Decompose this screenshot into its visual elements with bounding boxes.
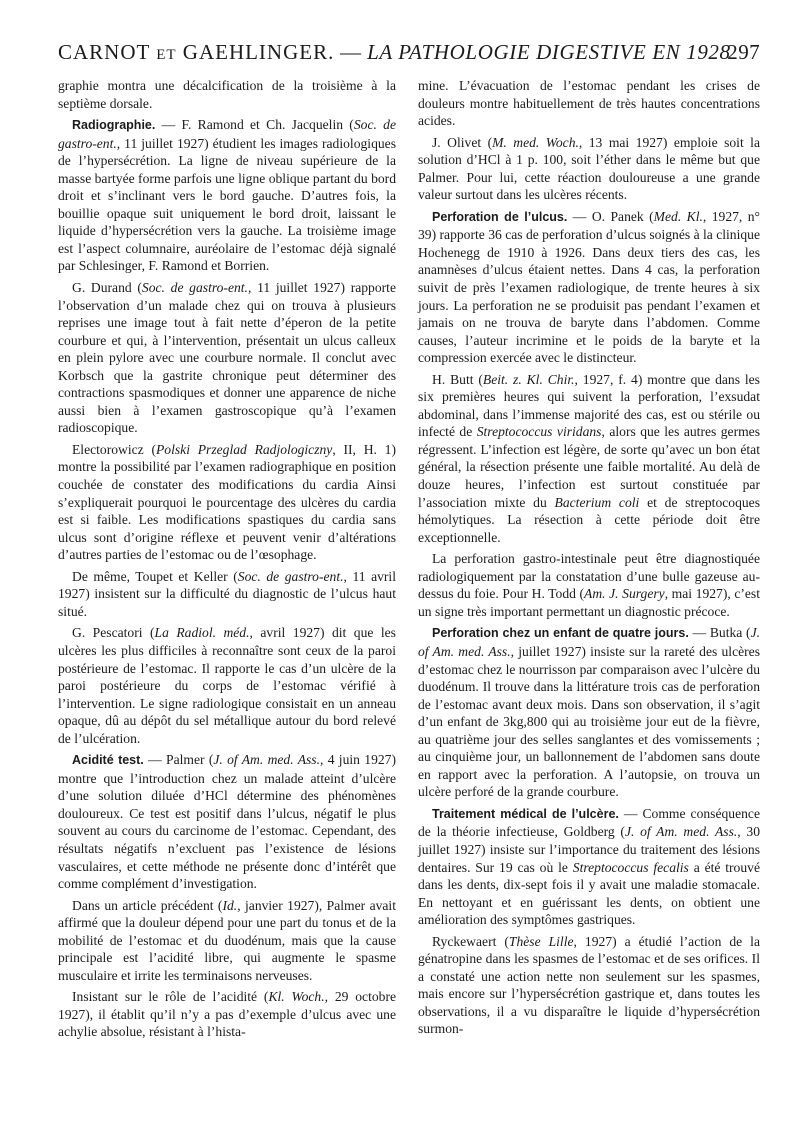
- text: , 13 mai 1927) emploie soit la solution d’HCl à 1 p. 100, soit l’éther dans le même but que Palmer. Pour lui, cette réaction douloureuse a une grande valeur surtout dans les ulcères récents.: [418, 134, 760, 203]
- paragraph: [418, 933, 760, 1038]
- text: , 4 juin 1927) montre que l’introduction chez un malade atteint d’ulcère d’une solution diluée d’HCl détermine des phénomènes douloureux. Ce test est positif dans l’ulcus, négatif le plus souvent au cours du carcinome de l’estomac. Cependant, des résultats négatifs n’excluent pas l’existence de lésions vasculaires, et cette méthode ne présente donc d’intérêt que comme complément d’investigation.: [58, 752, 396, 892]
- text: , 11 avril 1927) insistent sur la difficulté du diagnostic de l’ulcus haut situé.: [58, 568, 396, 619]
- paragraph-acidite-test: [58, 751, 396, 892]
- paragraph: [58, 988, 396, 1041]
- running-header: [58, 40, 760, 70]
- left-column: [58, 77, 396, 1041]
- text: Dans un article précédent (: [72, 897, 223, 913]
- section-heading: Acidité test.: [72, 753, 144, 768]
- citation: J. of Am. med. Ass.: [213, 752, 320, 768]
- citation: Id.: [222, 897, 238, 913]
- citation: Soc. de gastro-ent.: [237, 568, 344, 584]
- text: — Butka (: [688, 625, 751, 641]
- citation: Thèse Lille: [508, 933, 574, 949]
- paragraph-perforation: [418, 208, 760, 367]
- text: , 1927, f. 4) montre que dans les six premières heures qui suivent la perforation, l’exsudat abdominal, dans l’immense majorité des cas, est ou stérile ou infecté de: [418, 371, 760, 440]
- text: , 1927) a étudié l’action de la génatropine dans les spasmes de l’estomac et de ses orifices. Il a constaté une action nette non seulement sur les spasmes, mais encore sur l’hypersécrétion gastrique et, dans toutes les observations, il a vu disparaître le liquide d’hypersécrétion surmon-: [418, 933, 760, 1037]
- paragraph: [418, 371, 760, 546]
- text: mine. L’évacuation de l’estomac pendant les crises de douleurs montre habituellement de très hautes concentrations acides.: [418, 78, 760, 129]
- text: G. Pescatori (: [72, 625, 155, 641]
- paragraph-traitement: [418, 805, 760, 929]
- text: J. Olivet (: [432, 134, 493, 150]
- text: Insistant sur le rôle de l’acidité (: [72, 989, 269, 1005]
- section-heading: Perforation de l’ulcus.: [432, 209, 568, 224]
- text: — F. Ramond et Ch. Jacquelin (: [155, 117, 354, 133]
- text: , janvier 1927), Palmer avait affirmé que la douleur dépend pour une part du tonus et de la mobilité de l’estomac et du duodénum, mais que la cause principale est l’acidité libre, qui augmente le spasme musculaire et irrite les terminaisons nerveuses.: [58, 897, 396, 983]
- paragraph: [418, 134, 760, 204]
- paragraph: [58, 441, 396, 564]
- text: , juillet 1927) insiste sur la rareté des ulcères d’estomac chez le nourrisson par comparaison avec l’ulcère du duodénum. Il trouve dans la littérature trois cas de perforation de l’estomac avant deux mois. Dans son observation, il s’agit d’un enfant de 3kg,800 qui au troisième jour eut de la fièvre, au quatrième jour des selles sanglantes et des vomissements ; au cinquième jour, un ballonnement de l’abdomen sans doute en rapport avec la perforation. A l’autopsie, on trouva un ulcère perforé de la grande courbure.: [418, 643, 760, 800]
- citation: Soc. de gastro-ent.: [58, 117, 396, 151]
- citation: Polski Przeglad Radjologiczny: [156, 441, 333, 457]
- organism-name: Streptococcus fecalis: [572, 859, 689, 875]
- text: , 1927, n° 39) rapporte 36 cas de perforation d’ulcus soignés à la clinique Hochenegg de 1910 à 1926. Dans deux tiers des cas, les anamnèses d’ulcus étaient nettes. Dans 4 cas, la perforation suivit de près l’examen radiologique, de trente heures à six jours. La perforation ne se produisit pas pendant l’examen et jamais on ne trouva de baryte dans l’abdomen. Comme causes, l’auteur incrimine et le poids de la baryte et la compression exercée avec le distincteur.: [418, 208, 760, 366]
- paragraph-perforation-enfant: [418, 624, 760, 800]
- citation: J. of Am. med. Ass.: [624, 824, 738, 840]
- text: — Palmer (: [143, 752, 214, 768]
- paragraph: [58, 279, 396, 437]
- citation: M. med. Woch.: [492, 134, 579, 150]
- text: Ryckewaert (: [432, 933, 509, 949]
- text: H. Butt (: [432, 371, 483, 387]
- text: , 30 juillet 1927) insiste sur l’importance du traitement des lésions dentaires. Sur 19 cas où le: [418, 824, 760, 875]
- citation: Soc. de gastro-ent.: [141, 280, 248, 296]
- page-number: 297: [727, 40, 760, 64]
- section-heading: Traitement médical de l’ulcère.: [432, 806, 619, 821]
- text: Electorowicz (: [72, 441, 156, 457]
- header-authors: CARNOT et GAEHLINGER.: [58, 40, 335, 64]
- section-heading: Perforation chez un enfant de quatre jours.: [432, 626, 689, 641]
- paragraph: [58, 77, 396, 112]
- text: G. Durand (: [72, 280, 142, 296]
- article-body: [58, 77, 761, 1127]
- paragraph-radiographie: [58, 116, 396, 275]
- organism-name: Streptococcus viridans: [476, 424, 602, 440]
- text: a été trouvé dans les dents, dix-sept fois il y avait une maladie stomacale. En nettoyant et en guérissant les dents, on obtient une amélioration des symptômes gastriques.: [418, 859, 760, 928]
- text: De même, Toupet et Keller (: [72, 568, 238, 584]
- paragraph: [58, 624, 396, 747]
- citation: Med. Kl.: [653, 208, 703, 224]
- text: — Comme conséquence de la théorie infectieuse, Goldberg (: [418, 805, 760, 840]
- right-column: [418, 77, 760, 1038]
- header-dash: —: [334, 40, 368, 64]
- section-heading: Radiographie.: [72, 118, 156, 133]
- text: , mai 1927), c’est un signe très important permettant un diagnostic précoce.: [418, 586, 761, 619]
- text: La perforation gastro-intestinale peut être diagnostiquée radiologiquement par la constatation d’une bulle gazeuse au-dessus du foie. Pour H. Todd (: [418, 551, 760, 602]
- organism-name: Bacterium coli: [554, 494, 640, 510]
- paragraph: [418, 77, 760, 130]
- text: , II, H. 1) montre la possibilité par l’examen radiographique en position couchée de constater des modifications du cardia Ainsi s’expliquerait pourquoi le pourcentage des ulcères du cardia est si faible. Les modifications spastiques du cardia sans ulcus sont d’origine réflexe et peuvent venir d’altérations d’autres parties de l’estomac ou de l’œsophage.: [58, 441, 396, 563]
- paragraph: [418, 550, 760, 620]
- paragraph: [58, 568, 396, 621]
- text: graphie montra une décalcification de la troisième à la septième dorsale.: [58, 78, 396, 111]
- text: , 11 juillet 1927) rapporte l’observation d’un malade chez qui on trouva à plusieurs reprises une image tout à fait nette d’éperon de la petite courbure et qui, à l’intervention, présentait un ulcus calleux en plein pylore avec une courbure normale. Il conclut avec Korbsch que la gastrite chronique peut déterminer des contractions spasmodiques et donner une apparence de niche aussi bien à l’examen gastroscopique qu’à l’examen radioscopique.: [58, 280, 396, 436]
- text: , 11 juillet 1927) étudient les images radiologiques de l’hypersécrétion. La ligne de niveau supérieure de la masse bartyée forme parfois une ligne oblique partant du bord droit et s’inclinant vers le bord gauche. D’autres fois, la bouillie opaque suit uniquement le bord droit, laissant le liquide d’hypersécrétion vers la gauche. La troisième image est l’aspect columnaire, auréolaire de l’estomac déjà signalé par Schlesinger, F. Ramond et Borrien.: [58, 135, 396, 274]
- text: — O. Panek (: [567, 208, 654, 224]
- text: , avril 1927) dit que les ulcères les plus difficiles à reconnaître sont ceux de la paroi postérieure de l’estomac. Il rapporte le cas d’un ulcère de la paroi postérieure du corps de l’estomac vérifié à l’intervention. Le signe radiologique consistait en un anneau opaque, dû au dépôt du sel métallique autour du bord relevé de l’ulcération.: [58, 625, 396, 746]
- text: et de streptocoques hémolytiques. La résection à cette période doit être exceptionnelle.: [418, 494, 760, 545]
- text: , alors que les autres germes régressent. L’infection est légère, de sorte qu’avec un bon état général, la résection présente une faible mortalité. Au delà de douze heures, l’infection est surtout constituée par l’association mixte du: [418, 424, 760, 510]
- header-journal-title: LA PATHOLOGIE DIGESTIVE EN 1928: [367, 40, 731, 64]
- citation: Am. J. Surgery: [584, 586, 665, 602]
- citation: La Radiol. méd.: [154, 625, 250, 641]
- paragraph: [58, 897, 396, 985]
- text: , 29 octobre 1927), il établit qu’il n’y a pas d’exemple d’ulcus avec une achylie absolue, résistant à l’hista-: [58, 989, 397, 1040]
- citation: J. of Am. med. Ass.: [418, 625, 760, 659]
- citation: Beit. z. Kl. Chir.: [482, 371, 575, 387]
- citation: Kl. Woch.: [268, 989, 325, 1005]
